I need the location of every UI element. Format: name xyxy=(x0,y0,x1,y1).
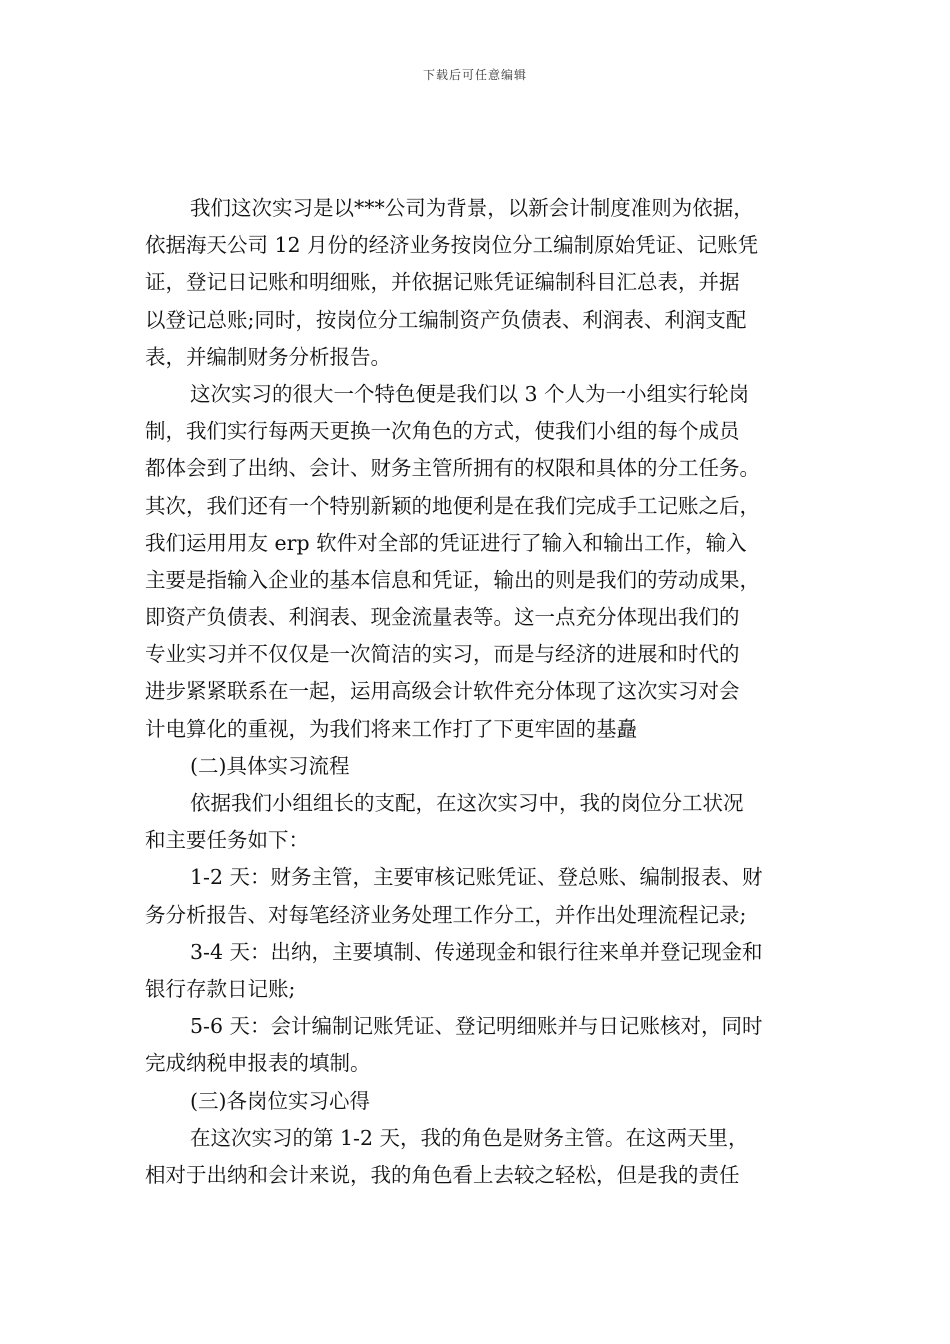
document-body xyxy=(145,190,810,1194)
paragraph-line: 以登记总账;同时，按岗位分工编制资产负债表、利润表、利润支配 xyxy=(145,307,747,332)
paragraph-line: 计电算化的重视，为我们将来工作打了下更牢固的基矗 xyxy=(145,716,637,741)
paragraph-line: 和主要任务如下： xyxy=(145,828,309,853)
list-item: 3-4 天：出纳，主要填制、传递现金和银行往来单并登记现金和 xyxy=(190,939,763,964)
paragraph-line: 表，并编制财务分析报告。 xyxy=(145,344,391,369)
paragraph-line: 我们运用用友 erp 软件对全部的凭证进行了输入和输出工作，输入 xyxy=(145,530,747,555)
paragraph-line: 进步紧紧联系在一起，运用高级会计软件充分体现了这次实习对会 xyxy=(145,679,740,704)
section-heading: (二)具体实习流程 xyxy=(190,753,350,778)
paragraph-line: 我们这次实习是以***公司为背景，以新会计制度准则为依据， xyxy=(190,196,754,220)
list-item-continuation: 务分析报告、对每笔经济业务处理工作分工，并作出处理流程记录; xyxy=(145,902,747,927)
list-item-continuation: 银行存款日记账; xyxy=(145,976,296,1001)
paragraph-line: 即资产负债表、利润表、现金流量表等。这一点充分体现出我们的 xyxy=(145,605,740,630)
paragraph-line: 相对于出纳和会计来说，我的角色看上去较之轻松，但是我的责任 xyxy=(145,1162,740,1187)
paragraph-line: 主要是指输入企业的基本信息和凭证，输出的则是我们的劳动成果， xyxy=(145,567,760,592)
paragraph-line: 这次实习的很大一个特色便是我们以 3 个人为一小组实行轮岗 xyxy=(190,381,750,406)
list-item: 5-6 天：会计编制记账凭证、登记明细账并与日记账核对，同时 xyxy=(190,1014,763,1039)
paragraph-line: 依据我们小组组长的支配，在这次实习中，我的岗位分工状况 xyxy=(190,791,744,815)
paragraph-line: 都体会到了出纳、会计、财务主管所拥有的权限和具体的分工任务。 xyxy=(145,456,760,481)
paragraph-line: 证，登记日记账和明细账，并依据记账凭证编制科目汇总表，并据 xyxy=(145,270,740,295)
paragraph-line: 其次，我们还有一个特别新颖的地便利是在我们完成手工记账之后， xyxy=(145,493,760,518)
section-heading: (三)各岗位实习心得 xyxy=(190,1088,370,1113)
paragraph-line: 在这次实习的第 1-2 天，我的角色是财务主管。在这两天里， xyxy=(190,1125,749,1150)
page-header: 下载后可任意编辑 xyxy=(422,68,527,82)
paragraph-line: 专业实习并不仅仅是一次简洁的实习，而是与经济的进展和时代的 xyxy=(145,642,740,667)
list-item-continuation: 完成纳税申报表的填制。 xyxy=(145,1051,371,1076)
paragraph-line: 依据海天公司 12 月份的经济业务按岗位分工编制原始凭证、记账凭 xyxy=(145,233,759,258)
list-item: 1-2 天：财务主管，主要审核记账凭证、登总账、编制报表、财 xyxy=(190,865,763,890)
paragraph-line: 制，我们实行每两天更换一次角色的方式，使我们小组的每个成员 xyxy=(145,419,740,444)
